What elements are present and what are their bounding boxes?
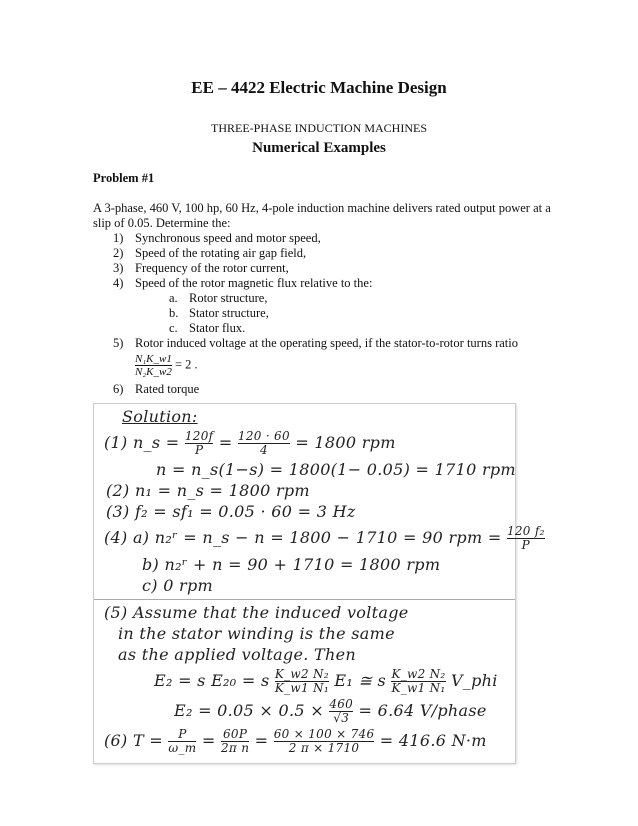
text: (6) T =	[104, 731, 164, 750]
numerator: 120f	[184, 429, 214, 443]
item-text: Stator flux.	[189, 321, 246, 335]
fraction	[168, 728, 196, 755]
solution-line-10: as the applied voltage. Then	[118, 645, 356, 664]
ratio-value: = 2 .	[174, 357, 198, 372]
item-text: Speed of the rotating air gap field,	[135, 246, 307, 260]
fraction	[275, 668, 329, 695]
solution-line-6: b) n₂ʳ + n = 90 + 1710 = 1800 rpm	[142, 555, 441, 574]
item-number: 5)	[113, 336, 124, 350]
solution-line-8: (5) Assume that the induced voltage	[104, 603, 409, 622]
text: = 6.64 V/phase	[358, 701, 487, 720]
denominator: N₂K_w2	[135, 366, 172, 378]
fraction	[274, 728, 375, 755]
numerator: N₁K_w1	[135, 353, 172, 365]
denominator: 4	[259, 443, 268, 457]
turns-ratio-formula	[113, 353, 553, 378]
numerator: K_w2 N₂	[391, 667, 446, 681]
problem-statement: A 3-phase, 460 V, 100 hp, 60 Hz, 4-pole induction machine delivers rated output power at a slip of 0.05. Determine the:	[93, 201, 551, 230]
denominator: 2 π × 1710	[288, 741, 360, 755]
list-item	[113, 231, 553, 246]
text: V_phi	[450, 671, 498, 690]
item-text: Rated torque	[135, 382, 200, 396]
item-letter: a.	[169, 291, 178, 305]
solution-line-13	[94, 727, 515, 755]
numerator: 60 × 100 × 746	[273, 727, 375, 741]
text: = 416.6 N·m	[379, 731, 487, 750]
list-item	[113, 276, 553, 291]
text: =	[218, 433, 233, 452]
item-number: 1)	[113, 231, 124, 245]
solution-line-12	[94, 697, 515, 725]
solution-heading: Solution:	[122, 407, 198, 426]
fraction	[238, 430, 290, 457]
item-text: Frequency of the rotor current,	[135, 261, 289, 275]
problem-heading: Problem #1	[93, 171, 155, 185]
text: (4) a) n₂ʳ = n_s − n = 1800 − 1710 = 90 rpm =	[104, 528, 502, 547]
denominator: P	[194, 443, 204, 457]
solution-line-3: (2) n₁ = n_s = 1800 rpm	[106, 481, 310, 500]
item-number: 2)	[113, 246, 124, 260]
solution-line-2: n = n_s(1−s) = 1800(1− 0.05) = 1710 rpm	[156, 460, 516, 479]
list-item	[113, 261, 553, 276]
item-text: Synchronous speed and motor speed,	[135, 231, 321, 245]
text: =	[254, 731, 269, 750]
text: E₂ = s E₂₀ = s	[154, 671, 270, 690]
solution-line-7: c) 0 rpm	[142, 576, 214, 595]
item-number: 4)	[113, 276, 124, 290]
denominator: K_w1 N₁	[391, 681, 446, 695]
solution-line-4: (3) f₂ = sf₁ = 0.05 · 60 = 3 Hz	[106, 502, 356, 521]
list-item	[113, 382, 553, 397]
numerator: 60P	[221, 728, 249, 742]
fraction	[507, 525, 545, 552]
item-letter: c.	[169, 321, 178, 335]
fraction	[391, 668, 445, 695]
numerator: K_w2 N₂	[274, 667, 329, 681]
item-number: 6)	[113, 382, 124, 396]
ratio-fraction	[135, 353, 172, 378]
numerator: 120 f₂	[506, 524, 545, 538]
sub-item	[113, 291, 553, 306]
text: E₂ = 0.05 × 0.5 ×	[174, 701, 324, 720]
denominator: K_w1 N₁	[274, 681, 329, 695]
solution-line-5	[94, 524, 545, 552]
item-text: Rotor induced voltage at the operating speed, if the stator-to-rotor turns ratio	[135, 336, 518, 350]
fraction	[221, 728, 249, 755]
sub-item	[113, 306, 553, 321]
handwritten-solution	[93, 403, 545, 764]
solution-line-9: in the stator winding is the same	[118, 624, 395, 643]
item-number: 3)	[113, 261, 124, 275]
text: (1) n_s =	[104, 433, 180, 452]
problem-body	[93, 201, 553, 397]
document-title: EE – 4422 Electric Machine Design	[191, 78, 447, 97]
item-letter: b.	[169, 306, 179, 320]
numerator: 120 · 60	[237, 429, 290, 443]
fraction	[329, 698, 353, 725]
denominator: P	[521, 538, 531, 552]
denominator: √3	[333, 711, 350, 725]
text: E₁ ≅ s	[334, 671, 387, 690]
item-text: Speed of the rotor magnetic flux relative to the:	[135, 276, 373, 290]
list-item	[113, 246, 553, 261]
text: =	[201, 731, 216, 750]
item-text: Rotor structure,	[189, 291, 268, 305]
list-item	[113, 336, 553, 351]
document-subtitle: THREE-PHASE INDUCTION MACHINES	[211, 121, 427, 135]
denominator: ω_m	[168, 741, 197, 755]
solution-line-11	[94, 667, 515, 695]
sub-item	[113, 321, 553, 336]
solution-line-1	[94, 429, 515, 457]
item-text: Stator structure,	[189, 306, 269, 320]
denominator: 2π n	[220, 741, 250, 755]
numerator: 460	[329, 697, 354, 711]
numerator: P	[168, 728, 196, 742]
text: = 1800 rpm	[295, 433, 396, 452]
fraction	[185, 430, 214, 457]
divider	[94, 599, 515, 600]
section-title: Numerical Examples	[252, 140, 386, 156]
